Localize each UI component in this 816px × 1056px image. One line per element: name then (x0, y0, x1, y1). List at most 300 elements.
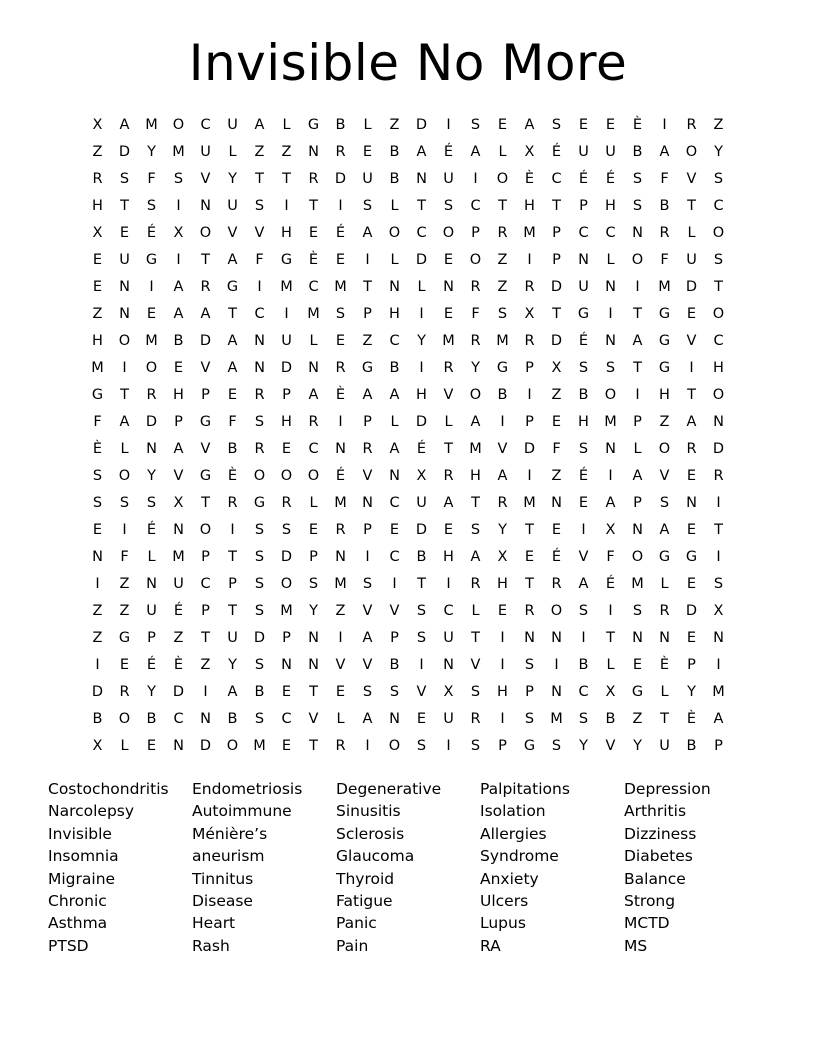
grid-letter: L (147, 549, 156, 565)
grid-letter: Z (659, 414, 670, 430)
grid-letter: D (253, 630, 266, 646)
grid-letter: C (578, 225, 589, 241)
word-item: Endometriosis (192, 780, 303, 798)
grid-letter: R (524, 603, 535, 619)
grid-letter: X (92, 225, 103, 241)
grid-letter: R (254, 441, 265, 457)
grid-letter: R (524, 279, 535, 295)
grid-letter: M (631, 576, 644, 592)
grid-letter: U (146, 603, 157, 619)
grid-letter: I (581, 522, 586, 538)
grid-letter: N (686, 495, 697, 511)
grid-letter: V (578, 549, 589, 565)
grid-letter: E (686, 630, 697, 646)
grid-letter: S (146, 198, 157, 214)
grid-letter: R (659, 603, 670, 619)
word-item: Isolation (480, 802, 546, 821)
grid-letter: E (389, 522, 400, 538)
grid-letter: Z (632, 711, 643, 727)
grid-letter: I (635, 387, 640, 403)
grid-letter: I (338, 630, 343, 646)
grid-letter: S (119, 495, 130, 511)
grid-letter: A (173, 441, 184, 457)
grid-letter: R (497, 495, 508, 511)
grid-letter: C (389, 495, 400, 511)
grid-letter: I (284, 306, 289, 322)
word-column (192, 778, 336, 957)
grid-letter: X (92, 738, 103, 754)
grid-letter: Z (335, 603, 346, 619)
grid-letter: F (147, 171, 156, 187)
grid-letter: X (605, 684, 616, 700)
word-item: Narcolepsy (48, 802, 135, 821)
grid-letter: X (551, 360, 562, 376)
grid-letter: R (470, 711, 481, 727)
grid-letter: I (554, 657, 559, 673)
grid-letter: A (173, 306, 184, 322)
grid-letter: È (632, 117, 643, 133)
grid-letter: B (254, 684, 265, 700)
grid-letter: Y (417, 333, 426, 349)
grid-letter: D (550, 333, 563, 349)
grid-letter: O (631, 252, 644, 268)
grid-letter: O (172, 117, 185, 133)
grid-letter: B (659, 198, 670, 214)
grid-letter: N (578, 252, 589, 268)
grid-letter: S (92, 495, 103, 511)
grid-letter: E (308, 225, 319, 241)
grid-letter: H (173, 387, 184, 403)
grid-letter: O (118, 468, 131, 484)
grid-letter: N (362, 495, 373, 511)
grid-letter: A (524, 117, 535, 133)
grid-letter: R (686, 117, 697, 133)
grid-letter: U (227, 117, 238, 133)
grid-letter: B (173, 333, 184, 349)
grid-letter: T (714, 279, 723, 295)
grid-row (84, 733, 732, 760)
grid-letter: A (659, 522, 670, 538)
grid-letter: A (389, 387, 400, 403)
grid-letter: T (687, 387, 696, 403)
puzzle-title: Invisible No More (188, 34, 628, 92)
grid-letter: I (203, 684, 208, 700)
grid-letter: M (712, 684, 725, 700)
grid-letter: P (552, 225, 561, 241)
grid-letter: É (335, 468, 346, 484)
grid-letter: V (254, 225, 265, 241)
grid-letter: C (578, 684, 589, 700)
grid-letter: D (550, 279, 563, 295)
grid-letter: M (280, 603, 293, 619)
grid-letter: R (335, 360, 346, 376)
grid-row (84, 139, 732, 166)
grid-letter: A (416, 144, 427, 160)
grid-letter: É (578, 171, 589, 187)
grid-letter: A (227, 252, 238, 268)
grid-letter: B (92, 711, 103, 727)
grid-letter: M (280, 279, 293, 295)
grid-letter: T (471, 630, 480, 646)
grid-letter: S (254, 657, 265, 673)
word-item: Heart (192, 914, 236, 933)
grid-letter: R (146, 387, 157, 403)
grid-letter: G (523, 738, 536, 754)
grid-letter: S (470, 738, 481, 754)
grid-letter: P (309, 549, 318, 565)
grid-letter: R (281, 495, 292, 511)
grid-letter: C (281, 711, 292, 727)
grid-letter: P (363, 414, 372, 430)
grid-letter: P (363, 306, 372, 322)
grid-letter: D (712, 441, 725, 457)
grid-letter: I (338, 414, 343, 430)
grid-letter: S (416, 603, 427, 619)
grid-letter: F (606, 549, 615, 565)
word-item: Autoimmune (192, 802, 292, 821)
grid-letter: N (443, 657, 454, 673)
grid-row (84, 220, 732, 247)
grid-letter: Z (389, 117, 400, 133)
grid-row (84, 193, 732, 220)
grid-letter: V (497, 441, 508, 457)
grid-letter: L (228, 144, 237, 160)
grid-letter: Y (633, 738, 642, 754)
grid-letter: D (199, 738, 212, 754)
grid-letter: G (658, 333, 671, 349)
grid-letter: Y (579, 738, 588, 754)
grid-letter: E (686, 522, 697, 538)
grid-letter: N (713, 414, 724, 430)
grid-letter: E (335, 684, 346, 700)
grid-letter: I (419, 306, 424, 322)
grid-letter: L (120, 738, 129, 754)
grid-letter: D (415, 522, 428, 538)
grid-letter: S (308, 576, 319, 592)
grid-letter: E (605, 117, 616, 133)
grid-letter: M (172, 549, 185, 565)
grid-letter: T (552, 306, 561, 322)
grid-letter: O (388, 225, 401, 241)
grid-letter: S (551, 117, 562, 133)
grid-letter: T (201, 495, 210, 511)
grid-letter: S (578, 360, 589, 376)
grid-letter: N (308, 144, 319, 160)
grid-letter: O (712, 387, 725, 403)
grid-letter: Z (92, 144, 103, 160)
grid-letter: G (118, 630, 131, 646)
grid-letter: A (632, 333, 643, 349)
grid-row (84, 166, 732, 193)
word-item: Thyroid (336, 869, 395, 888)
grid-letter: L (363, 117, 372, 133)
grid-letter: L (471, 603, 480, 619)
grid-letter: I (365, 738, 370, 754)
grid-letter: O (469, 387, 482, 403)
grid-letter: V (659, 468, 670, 484)
grid-letter: G (496, 360, 509, 376)
grid-letter: E (362, 144, 373, 160)
grid-row (84, 355, 732, 382)
grid-letter: G (307, 117, 320, 133)
grid-letter: M (496, 333, 509, 349)
grid-letter: L (633, 441, 642, 457)
grid-letter: O (199, 522, 212, 538)
grid-letter: N (659, 630, 670, 646)
grid-letter: H (470, 468, 481, 484)
grid-letter: N (551, 630, 562, 646)
grid-letter: T (417, 576, 426, 592)
grid-letter: L (498, 144, 507, 160)
grid-letter: C (200, 576, 211, 592)
grid-row (84, 463, 732, 490)
grid-letter: P (579, 198, 588, 214)
grid-letter: M (91, 360, 104, 376)
grid-letter: É (146, 225, 157, 241)
grid-letter: X (524, 144, 535, 160)
grid-letter: B (497, 387, 508, 403)
grid-letter: É (578, 333, 589, 349)
grid-letter: P (714, 738, 723, 754)
grid-letter: E (146, 306, 157, 322)
grid-letter: E (686, 306, 697, 322)
grid-letter: L (687, 225, 696, 241)
word-item: Balance (624, 869, 686, 888)
grid-letter: N (200, 711, 211, 727)
grid-row (84, 112, 732, 139)
word-item: Rash (192, 936, 230, 955)
grid-letter: A (470, 414, 481, 430)
grid-letter: X (605, 522, 616, 538)
grid-letter: T (228, 306, 237, 322)
grid-row (84, 706, 732, 733)
grid-letter: A (713, 711, 724, 727)
grid-letter: I (527, 252, 532, 268)
grid-letter: M (172, 144, 185, 160)
grid-letter: T (633, 306, 642, 322)
grid-letter: Z (551, 387, 562, 403)
grid-letter: E (686, 468, 697, 484)
grid-letter: A (200, 306, 211, 322)
word-item: Degenerative (336, 780, 442, 798)
grid-letter: N (308, 630, 319, 646)
grid-letter: L (444, 414, 453, 430)
grid-letter: M (307, 306, 320, 322)
grid-letter: S (119, 171, 130, 187)
grid-letter: I (500, 414, 505, 430)
grid-letter: H (416, 387, 427, 403)
grid-letter: U (173, 576, 184, 592)
word-item: aneurism (192, 847, 265, 866)
grid-letter: X (497, 549, 508, 565)
grid-letter: D (415, 252, 428, 268)
word-column (336, 778, 480, 957)
word-item: Pain (336, 936, 369, 955)
grid-letter: C (713, 198, 724, 214)
grid-letter: Y (228, 657, 237, 673)
grid-letter: O (118, 711, 131, 727)
grid-letter: S (389, 684, 400, 700)
grid-letter: I (527, 468, 532, 484)
grid-letter: N (173, 738, 184, 754)
grid-letter: Y (228, 171, 237, 187)
grid-letter: I (149, 279, 154, 295)
grid-letter: I (230, 522, 235, 538)
grid-letter: M (523, 495, 536, 511)
grid-letter: I (122, 360, 127, 376)
grid-letter: S (713, 171, 724, 187)
grid-letter: E (119, 225, 130, 241)
grid-letter: H (92, 333, 103, 349)
word-item: Dizziness (624, 824, 697, 843)
word-item: Lupus (480, 914, 526, 933)
grid-letter: T (309, 198, 318, 214)
grid-letter: H (92, 198, 103, 214)
grid-letter: F (552, 441, 561, 457)
grid-letter: E (227, 387, 238, 403)
grid-letter: V (362, 603, 373, 619)
grid-letter: È (659, 657, 670, 673)
grid-letter: V (686, 171, 697, 187)
grid-letter: V (200, 441, 211, 457)
grid-letter: X (524, 306, 535, 322)
grid-letter: N (308, 657, 319, 673)
grid-letter: Z (119, 603, 130, 619)
grid-letter: I (122, 522, 127, 538)
grid-letter: Z (281, 144, 292, 160)
grid-letter: P (633, 414, 642, 430)
grid-letter: O (388, 738, 401, 754)
grid-letter: M (550, 711, 563, 727)
grid-letter: M (145, 333, 158, 349)
grid-letter: A (254, 117, 265, 133)
grid-letter: I (716, 549, 721, 565)
grid-letter: S (254, 576, 265, 592)
grid-letter: L (390, 198, 399, 214)
grid-letter: N (389, 279, 400, 295)
grid-letter: É (605, 171, 616, 187)
grid-letter: O (118, 333, 131, 349)
grid-letter: V (227, 225, 238, 241)
grid-letter: H (443, 549, 454, 565)
grid-letter: F (660, 171, 669, 187)
grid-letter: T (201, 630, 210, 646)
grid-letter: R (92, 171, 103, 187)
grid-letter: N (335, 441, 346, 457)
grid-letter: H (497, 684, 508, 700)
grid-letter: G (685, 549, 698, 565)
grid-letter: É (551, 549, 562, 565)
grid-letter: S (92, 468, 103, 484)
grid-letter: V (173, 468, 184, 484)
grid-letter: T (282, 171, 291, 187)
grid-letter: U (443, 171, 454, 187)
grid-letter: R (335, 522, 346, 538)
grid-letter: V (308, 711, 319, 727)
grid-row (84, 274, 732, 301)
grid-letter: F (660, 252, 669, 268)
grid-letter: V (335, 657, 346, 673)
word-item: Sinusitis (336, 802, 401, 821)
grid-letter: A (173, 279, 184, 295)
grid-letter: R (362, 441, 373, 457)
grid-letter: Z (551, 468, 562, 484)
grid-letter: A (686, 414, 697, 430)
grid-letter: R (551, 576, 562, 592)
word-item: Arthritis (624, 802, 687, 821)
grid-letter: R (308, 171, 319, 187)
grid-letter: S (632, 171, 643, 187)
grid-letter: E (551, 522, 562, 538)
grid-row (84, 409, 732, 436)
grid-letter: E (632, 657, 643, 673)
grid-letter: N (254, 333, 265, 349)
grid-letter: D (280, 549, 293, 565)
grid-letter: T (471, 495, 480, 511)
grid-letter: O (307, 468, 320, 484)
grid-letter: E (92, 252, 103, 268)
grid-letter: S (254, 603, 265, 619)
grid-letter: E (443, 252, 454, 268)
grid-letter: Y (147, 144, 156, 160)
grid-letter: T (525, 576, 534, 592)
grid-letter: V (443, 387, 454, 403)
grid-letter: Y (471, 360, 480, 376)
grid-letter: S (254, 522, 265, 538)
grid-letter: U (578, 279, 589, 295)
grid-letter: Z (92, 603, 103, 619)
grid-row (84, 382, 732, 409)
grid-letter: I (257, 279, 262, 295)
grid-letter: F (471, 306, 480, 322)
grid-letter: N (200, 198, 211, 214)
grid-letter: A (227, 684, 238, 700)
grid-letter: U (443, 630, 454, 646)
grid-letter: R (443, 468, 454, 484)
grid-letter: È (335, 387, 346, 403)
grid-letter: U (227, 630, 238, 646)
grid-letter: E (281, 738, 292, 754)
grid-letter: N (335, 549, 346, 565)
grid-letter: R (686, 441, 697, 457)
grid-letter: S (632, 603, 643, 619)
grid-letter: I (581, 630, 586, 646)
grid-letter: A (632, 468, 643, 484)
grid-letter: R (308, 414, 319, 430)
grid-letter: A (659, 144, 670, 160)
grid-letter: O (658, 441, 671, 457)
grid-letter: V (362, 468, 373, 484)
grid-letter: I (176, 252, 181, 268)
grid-letter: G (199, 414, 212, 430)
grid-letter: N (389, 711, 400, 727)
grid-letter: E (92, 279, 103, 295)
grid-letter: P (633, 495, 642, 511)
word-item: Sclerosis (336, 824, 405, 843)
word-item: Ulcers (480, 892, 529, 911)
grid-letter: M (442, 333, 455, 349)
grid-letter: N (632, 522, 643, 538)
grid-letter: R (470, 576, 481, 592)
grid-letter: È (227, 468, 238, 484)
grid-letter: I (365, 549, 370, 565)
grid-letter: L (660, 576, 669, 592)
grid-letter: E (281, 441, 292, 457)
grid-letter: H (497, 576, 508, 592)
grid-letter: N (605, 441, 616, 457)
grid-letter: Y (714, 144, 723, 160)
grid-letter: I (473, 171, 478, 187)
